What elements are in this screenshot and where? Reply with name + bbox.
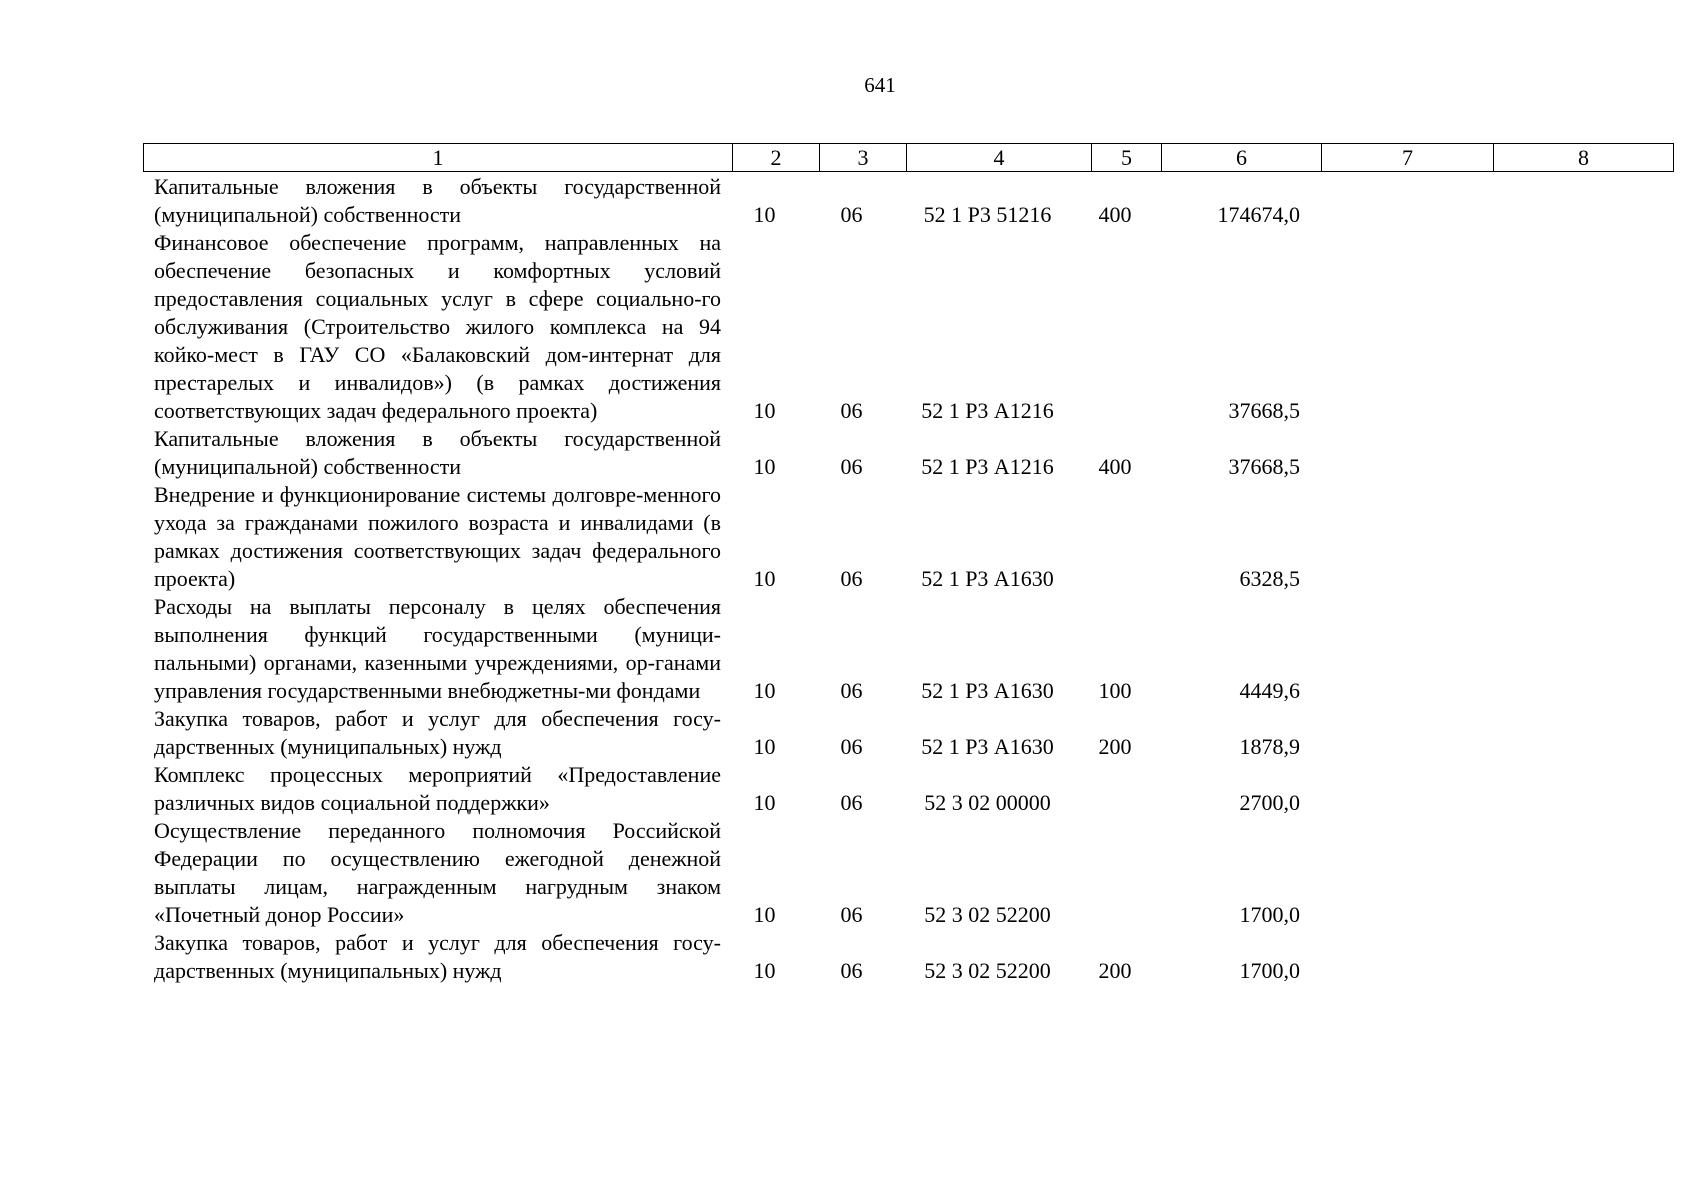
row-expense-type: 200 — [1098, 734, 1132, 759]
row-expense-type: 400 — [1098, 202, 1132, 227]
table-row — [143, 817, 1673, 929]
header-cell-1: 1 — [144, 144, 733, 172]
row-name: Закупка товаров, работ и услуг для обеспечения госу-дарственных (муниципальных) нужд — [154, 706, 721, 759]
row-amount: 1700,0 — [1239, 902, 1300, 927]
row-target-code: 52 1 Р3 А1630 — [921, 566, 1054, 591]
row-subsection: 06 — [840, 454, 863, 479]
header-cell-5: 5 — [1092, 144, 1162, 172]
row-amount: 37668,5 — [1228, 398, 1300, 423]
row-section: 10 — [753, 202, 776, 227]
row-subsection: 06 — [840, 790, 863, 815]
table-row — [143, 173, 1673, 229]
row-subsection: 06 — [840, 202, 863, 227]
row-name: Капитальные вложения в объекты государственной (муниципальной) собственности — [154, 426, 721, 479]
table-row — [143, 929, 1673, 985]
row-name: Капитальные вложения в объекты государственной (муниципальной) собственности — [154, 174, 721, 227]
row-subsection: 06 — [840, 958, 863, 983]
row-name: Комплекс процессных мероприятий «Предоставление различных видов социальной поддержки» — [154, 762, 721, 815]
row-amount: 1700,0 — [1239, 958, 1300, 983]
row-subsection: 06 — [840, 678, 863, 703]
row-amount: 37668,5 — [1228, 454, 1300, 479]
row-section: 10 — [753, 566, 776, 591]
table-row — [143, 229, 1673, 425]
row-expense-type: 100 — [1098, 678, 1132, 703]
row-target-code: 52 1 Р3 А1630 — [921, 678, 1054, 703]
row-target-code: 52 3 02 52200 — [924, 902, 1051, 927]
header-cell-2: 2 — [733, 144, 820, 172]
row-expense-type: 400 — [1098, 454, 1132, 479]
table-row — [143, 705, 1673, 761]
table-header — [143, 143, 1674, 172]
header-cell-4: 4 — [907, 144, 1092, 172]
row-target-code: 52 1 Р3 51216 — [923, 202, 1052, 227]
row-subsection: 06 — [840, 902, 863, 927]
row-section: 10 — [753, 454, 776, 479]
row-section: 10 — [753, 398, 776, 423]
row-name: Расходы на выплаты персоналу в целях обеспечения выполнения функций государственными (муници-пальными) органами, казенными учреждениями, ор-ганами управления государственными внебюджетны-ми фондами — [154, 594, 721, 703]
row-amount: 174674,0 — [1217, 202, 1300, 227]
row-amount: 2700,0 — [1239, 790, 1300, 815]
row-name: Осуществление переданного полномочия Российской Федерации по осуществлению ежегодной денежной выплаты лицам, награжденным нагрудным знаком «Почетный донор России» — [154, 818, 721, 927]
row-target-code: 52 3 02 52200 — [924, 958, 1051, 983]
page-number: 641 — [864, 73, 896, 97]
row-name: Внедрение и функционирование системы долговре-менного ухода за гражданами пожилого возраста и инвалидами (в рамках достижения соответствующих задач федерального проекта) — [154, 482, 721, 591]
header-row — [144, 144, 1674, 172]
table-row — [143, 481, 1673, 593]
header-cell-3: 3 — [820, 144, 907, 172]
row-subsection: 06 — [840, 398, 863, 423]
row-section: 10 — [753, 902, 776, 927]
row-subsection: 06 — [840, 734, 863, 759]
row-target-code: 52 1 Р3 А1630 — [921, 734, 1054, 759]
row-name: Закупка товаров, работ и услуг для обеспечения госу-дарственных (муниципальных) нужд — [154, 930, 721, 983]
header-cell-7: 7 — [1322, 144, 1494, 172]
row-section: 10 — [753, 958, 776, 983]
row-target-code: 52 1 Р3 А1216 — [921, 454, 1054, 479]
row-amount: 6328,5 — [1239, 566, 1300, 591]
table-row — [143, 425, 1673, 481]
row-target-code: 52 3 02 00000 — [924, 790, 1051, 815]
table-row — [143, 761, 1673, 817]
row-section: 10 — [753, 734, 776, 759]
header-cell-8: 8 — [1494, 144, 1674, 172]
row-amount: 4449,6 — [1239, 678, 1300, 703]
row-expense-type: 200 — [1098, 958, 1132, 983]
row-section: 10 — [753, 678, 776, 703]
row-name: Финансовое обеспечение программ, направленных на обеспечение безопасных и комфортных условий предоставления социальных услуг в сфере социально-го обслуживания (Строительство жилого комплекса на 94 койко-мест в ГАУ СО «Балаковский дом-интернат для престарелых и инвалидов») (в рамках достижения соответствующих задач федерального проекта) — [154, 230, 721, 423]
header-cell-6: 6 — [1162, 144, 1322, 172]
row-target-code: 52 1 Р3 А1216 — [921, 398, 1054, 423]
table-body — [143, 173, 1673, 985]
row-section: 10 — [753, 790, 776, 815]
row-subsection: 06 — [840, 566, 863, 591]
row-amount: 1878,9 — [1239, 734, 1300, 759]
table-row — [143, 593, 1673, 705]
